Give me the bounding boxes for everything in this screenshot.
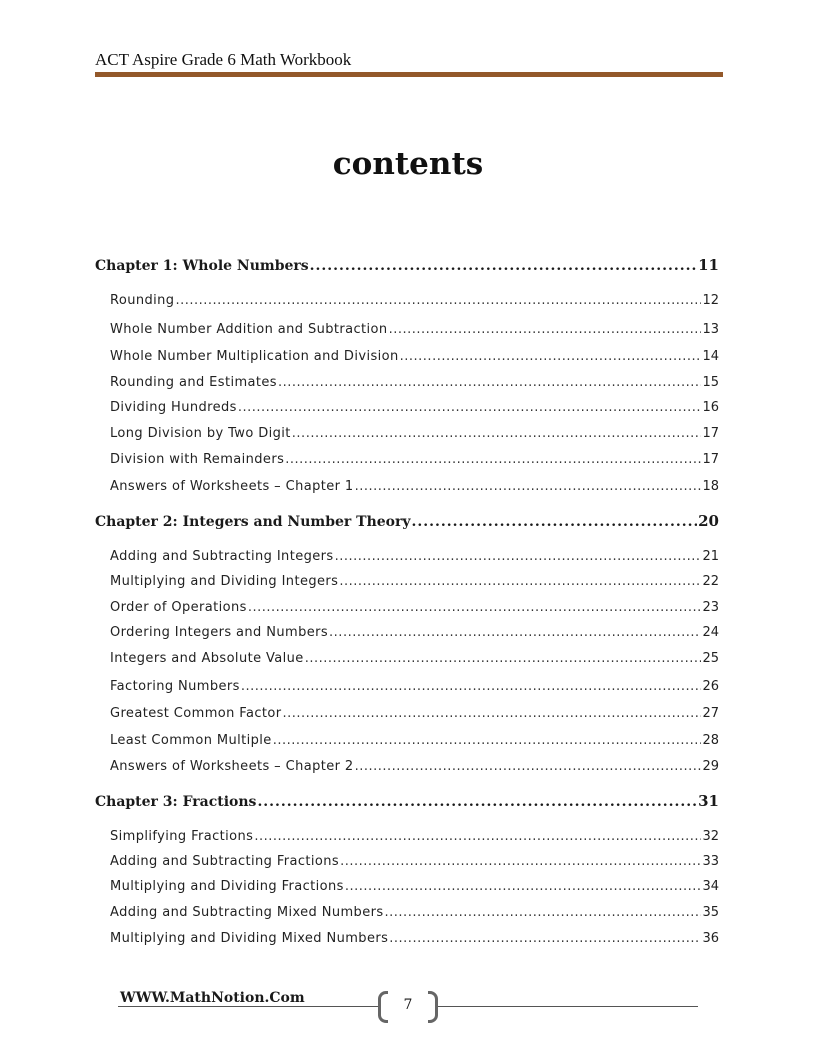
entry-title: Multiplying and Dividing Mixed Numbers <box>110 931 389 946</box>
entry-page: 15 <box>702 375 719 390</box>
entry-title: Adding and Subtracting Fractions <box>110 854 340 869</box>
toc-entry[interactable] <box>110 322 719 337</box>
entry-title: Multiplying and Dividing Fractions <box>110 879 344 894</box>
toc-entry[interactable] <box>110 293 719 308</box>
dot-leader <box>339 574 701 589</box>
entry-title: Greatest Common Factor <box>110 706 282 721</box>
entry-page: 28 <box>702 733 719 748</box>
page-number: 7 <box>403 997 413 1013</box>
toc-entry[interactable] <box>110 479 719 494</box>
left-brace-icon <box>378 991 388 1023</box>
dot-leader <box>355 759 702 774</box>
chapter-title: Chapter 1: Whole Numbers <box>95 258 309 274</box>
entry-page: 21 <box>702 549 719 564</box>
page-title: contents <box>332 146 484 182</box>
entry-title: Adding and Subtracting Integers <box>110 549 334 564</box>
entry-title: Order of Operations <box>110 600 247 615</box>
entry-title: Adding and Subtracting Mixed Numbers <box>110 905 384 920</box>
entry-page: 23 <box>702 600 719 615</box>
dot-leader <box>273 733 702 748</box>
entry-title: Ordering Integers and Numbers <box>110 625 329 640</box>
dot-leader <box>389 931 701 946</box>
dot-leader <box>248 600 702 615</box>
entry-title: Dividing Hundreds <box>110 400 237 415</box>
toc-entry[interactable] <box>110 679 719 694</box>
dot-leader <box>241 679 702 694</box>
toc-chapter-1[interactable] <box>95 256 719 274</box>
entry-title: Long Division by Two Digit <box>110 426 291 441</box>
entry-page: 14 <box>702 349 719 364</box>
toc-entry[interactable] <box>110 905 719 920</box>
dot-leader <box>385 905 702 920</box>
dot-leader <box>278 375 702 390</box>
toc-entry[interactable] <box>110 733 719 748</box>
entry-title: Simplifying Fractions <box>110 829 254 844</box>
dot-leader <box>335 549 702 564</box>
entry-page: 18 <box>702 479 719 494</box>
dot-leader <box>282 706 701 721</box>
toc-entry[interactable] <box>110 426 719 441</box>
right-brace-icon <box>428 991 438 1023</box>
dot-leader <box>254 829 701 844</box>
toc-entry[interactable] <box>110 600 719 615</box>
toc-chapter-3[interactable] <box>95 792 719 810</box>
dot-leader <box>412 514 698 530</box>
entry-title: Integers and Absolute Value <box>110 651 304 666</box>
dot-leader <box>175 293 701 308</box>
entry-title: Rounding and Estimates <box>110 375 277 390</box>
dot-leader <box>345 879 702 894</box>
toc-entry[interactable] <box>110 452 719 467</box>
entry-title: Factoring Numbers <box>110 679 240 694</box>
dot-leader <box>257 794 697 810</box>
header-rule <box>95 72 723 77</box>
toc-entry[interactable] <box>110 931 719 946</box>
toc-entry[interactable] <box>110 549 719 564</box>
toc-entry[interactable] <box>110 854 719 869</box>
entry-page: 17 <box>702 452 719 467</box>
dot-leader <box>355 479 702 494</box>
entry-title: Whole Number Addition and Subtraction <box>110 322 388 337</box>
toc-chapter-2[interactable] <box>95 512 719 530</box>
footer-rule-left <box>118 1006 380 1007</box>
chapter-title: Chapter 3: Fractions <box>95 794 257 810</box>
dot-leader <box>310 258 697 274</box>
entry-page: 13 <box>702 322 719 337</box>
dot-leader <box>292 426 702 441</box>
toc-entry[interactable] <box>110 349 719 364</box>
entry-page: 35 <box>702 905 719 920</box>
entry-title: Least Common Multiple <box>110 733 272 748</box>
entry-page: 12 <box>702 293 719 308</box>
website-link[interactable]: WWW.MathNotion.Com <box>120 990 305 1006</box>
dot-leader <box>305 651 702 666</box>
entry-page: 25 <box>702 651 719 666</box>
entry-page: 33 <box>702 854 719 869</box>
entry-page: 26 <box>702 679 719 694</box>
toc-entry[interactable] <box>110 759 719 774</box>
entry-title: Answers of Worksheets – Chapter 1 <box>110 479 354 494</box>
toc-entry[interactable] <box>110 651 719 666</box>
dot-leader <box>389 322 702 337</box>
toc-entry[interactable] <box>110 400 719 415</box>
toc-entry[interactable] <box>110 879 719 894</box>
entry-page: 34 <box>702 879 719 894</box>
chapter-page: 11 <box>698 256 719 274</box>
footer-rule-right <box>438 1006 698 1007</box>
toc-entry[interactable] <box>110 829 719 844</box>
entry-title: Answers of Worksheets – Chapter 2 <box>110 759 354 774</box>
entry-title: Whole Number Multiplication and Division <box>110 349 399 364</box>
entry-page: 27 <box>702 706 719 721</box>
entry-page: 22 <box>702 574 719 589</box>
entry-page: 32 <box>702 829 719 844</box>
toc-entry[interactable] <box>110 574 719 589</box>
dot-leader <box>238 400 702 415</box>
dot-leader <box>400 349 702 364</box>
running-header: ACT Aspire Grade 6 Math Workbook <box>95 50 352 69</box>
chapter-page: 31 <box>698 792 719 810</box>
entry-page: 17 <box>702 426 719 441</box>
entry-page: 36 <box>702 931 719 946</box>
entry-page: 16 <box>702 400 719 415</box>
toc-entry[interactable] <box>110 706 719 721</box>
chapter-page: 20 <box>698 512 719 530</box>
dot-leader <box>329 625 701 640</box>
entry-title: Rounding <box>110 293 175 308</box>
toc-entry[interactable] <box>110 375 719 390</box>
entry-page: 29 <box>702 759 719 774</box>
entry-title: Multiplying and Dividing Integers <box>110 574 339 589</box>
entry-page: 24 <box>702 625 719 640</box>
dot-leader <box>285 452 701 467</box>
entry-title: Division with Remainders <box>110 452 285 467</box>
toc-entry[interactable] <box>110 625 719 640</box>
dot-leader <box>340 854 701 869</box>
chapter-title: Chapter 2: Integers and Number Theory <box>95 514 411 530</box>
